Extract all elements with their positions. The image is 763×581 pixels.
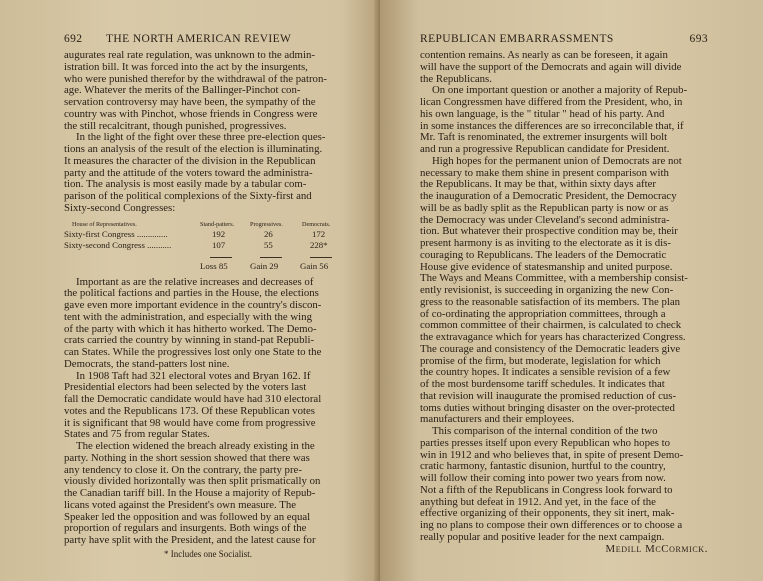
left-paragraphs-bottom: [64, 277, 352, 547]
text-line: tion. The analysis is most easily made by a tabular com-: [64, 179, 307, 191]
text-line: lican Congressmen have differed from the President, who, in: [420, 97, 683, 108]
text-line: crats carried the country by winning in stand-pat Republi-: [64, 335, 315, 347]
text-line: party and the attitude of the voters toward the administra-: [64, 167, 313, 179]
table-total: Gain 56: [300, 260, 329, 271]
table-row-label: Sixty-second Congress ...........: [64, 239, 172, 250]
left-paragraphs-top: [64, 50, 352, 215]
text-line: party. Nothing in the short session showed that there was: [64, 452, 310, 464]
text-line: of the most burdensome tariff schedules. It indicates that: [420, 379, 665, 390]
text-line: can States. While the progressives lost only one State to the: [64, 347, 322, 358]
table-cell: 55: [264, 239, 273, 250]
left-running-head: THE NORTH AMERICAN REVIEW: [106, 33, 292, 45]
text-line: promise of the firm, but moderate, legislation for which: [420, 355, 661, 367]
table-cell: 192: [212, 228, 226, 239]
text-line: Important as are the relative increases and decreases of: [76, 276, 314, 288]
text-line: fall the Democratic candidate would have had 310 electoral: [64, 394, 322, 405]
text-line: in some instances the differences are so irreconcilable that, if: [420, 120, 684, 132]
text-line: servation controversy may have been, the sympathy of the: [64, 97, 316, 108]
text-line: viously divided horizontally was then split prismatically on: [64, 476, 321, 488]
table-rule: [310, 257, 332, 258]
text-line: States and 75 from regular States.: [64, 429, 210, 441]
text-line: proportion of regulars and insurgents. Both wings of the: [64, 523, 307, 535]
text-line: the still recalcitrant, though punished, progressives.: [64, 120, 287, 132]
text-line: In 1908 Taft had 321 electoral votes and Bryan 162. If: [76, 370, 311, 382]
table-cell: 26: [264, 228, 273, 239]
footnote: * Includes one Socialist.: [164, 548, 252, 559]
left-page-header: [64, 34, 352, 50]
text-line: the political factions and parties in the House, the elections: [64, 288, 319, 300]
text-line: parison of the political complexions of the Sixty-first and: [64, 191, 312, 202]
text-line: gave even more important evidence in the country's discon-: [64, 300, 322, 311]
congress-table: [64, 219, 352, 275]
text-line: common committee of their chairmen, is calculated to check: [420, 320, 682, 332]
text-line: On one important question or another a majority of Repub-: [432, 85, 688, 97]
table-total: Loss 85: [200, 260, 228, 271]
right-text-block: [420, 34, 708, 555]
table-rule: [210, 257, 232, 258]
table-header-progressives: Progressives.: [250, 220, 283, 228]
table-cell: 228*: [310, 239, 328, 250]
text-line: licans voted against the President's own measure. The: [64, 499, 297, 511]
text-line: tent with the administration, and especially with the wing: [64, 311, 312, 323]
text-line: In the light of the fight over these three pre-election ques-: [76, 132, 326, 144]
text-line: istration bill. It was forced into the act by the insurgents,: [64, 61, 308, 73]
text-line: of co-ordinating the appropriation committees, through a: [420, 308, 666, 320]
table-cell: 107: [212, 239, 226, 250]
text-line: toms duties without bringing disaster on the over-protected: [420, 402, 675, 414]
text-line: It measures the character of the division in the Republican: [64, 155, 316, 167]
text-line: House give evidence of statesmanship and united purpose.: [420, 261, 673, 273]
text-line: contention remains. As nearly as can be foreseen, it again: [420, 50, 668, 61]
text-line: votes and the Republicans 173. Of these Republican votes: [64, 405, 315, 417]
text-line: and run a progressive Republican candidate for President.: [420, 144, 670, 155]
left-text-block: [64, 34, 352, 561]
text-line: of the party with which it has hitherto worked. The Demo-: [64, 323, 317, 335]
right-page-header: [420, 34, 708, 50]
text-line: The Ways and Means Committee, with a membership consist-: [420, 273, 688, 285]
text-line: The courage and consistency of the Democratic leaders give: [420, 343, 681, 355]
text-line: the Democracy was under Cleveland's second administra-: [420, 214, 670, 226]
text-line: age. Whatever the merits of the Ballinger-Pinchot con-: [64, 85, 301, 97]
text-line: the Republicans. It may be that, within sixty days after: [420, 179, 656, 191]
text-line: win in 1912 and who believes that, in spite of present Demo-: [420, 449, 684, 461]
text-line: tions an analysis of the result of the election is illuminating.: [64, 144, 323, 155]
table-header-house: House of Representatives.: [72, 220, 137, 228]
text-line: tion. But whatever their prospective condition may be, their: [420, 226, 678, 238]
text-line: effective organizing of their opponents, they sit inert, mak-: [420, 508, 675, 520]
text-line: parties presses itself upon every Republican who hopes to: [420, 437, 671, 449]
text-line: ently revisionist, is succeeding in organizing the new Con-: [420, 285, 674, 296]
right-paragraphs: [420, 50, 708, 544]
text-line: the Canadian tariff bill. In the House a majority of Repub-: [64, 488, 316, 499]
text-line: it is significant that 98 would have come from progressive: [64, 417, 316, 429]
table-cell: 172: [312, 228, 326, 239]
text-line: necessary to make them shine in present comparison with: [420, 167, 669, 179]
left-page: [0, 0, 380, 581]
text-line: ing no plans to compose their own differences or to choose a: [420, 520, 683, 531]
text-line: Not a fifth of the Republicans in Congress look forward to: [420, 484, 673, 496]
text-line: augurates real rate regulation, was unknown to the admin-: [64, 50, 315, 61]
text-line: the country hopes. It indicates a sensible revision of a few: [420, 367, 671, 379]
right-running-head: REPUBLICAN EMBARRASSMENTS: [420, 33, 614, 45]
text-line: will have the support of the Democrats and again will divide: [420, 61, 682, 73]
table-header-democrats: Democrats.: [302, 220, 331, 228]
text-line: who were punished therefor by the withdrawal of the patron-: [64, 73, 327, 85]
text-line: Democrats, the stand-patters lost nine.: [64, 358, 230, 370]
text-line: his own language, is the " titular " head of his party. And: [420, 108, 665, 120]
text-line: Presidential electors had been selected by the voters last: [64, 382, 307, 394]
right-page: [380, 0, 763, 581]
text-line: High hopes for the permanent union of Democrats are not: [432, 155, 682, 167]
text-line: Sixty-second Congresses:: [64, 202, 176, 214]
text-line: The election widened the breach already existing in the: [76, 441, 315, 452]
text-line: present harmony is as inviting to the electorate as it is dis-: [420, 238, 671, 249]
text-line: country was with Pinchot, whose friends in Congress were: [64, 108, 318, 120]
text-line: any tendency to close it. On the contrary, the party pre-: [64, 464, 302, 476]
text-line: will be as badly split as the Republican party is now or as: [420, 202, 669, 214]
left-page-number: 692: [64, 33, 83, 45]
text-line: the inauguration of a Democratic President, the Democracy: [420, 191, 677, 202]
text-line: anything but defeat in 1912. And yet, in the face of the: [420, 496, 656, 508]
text-line: really popular and positive leader for the next campaign.: [420, 531, 665, 543]
text-line: cratic harmony, fantastic disunion, hurtful to the country,: [420, 461, 666, 473]
text-line: gress to the reasonable satisfaction of its members. The plan: [420, 296, 681, 308]
table-total: Gain 29: [250, 260, 279, 271]
text-line: the extravagance which for years has characterized Congress.: [420, 332, 686, 343]
table-row-label: Sixty-first Congress ..............: [64, 228, 168, 239]
author-signature: Medill McCormick.: [605, 542, 708, 555]
text-line: that revision will inaugurate the promised reduction of cus-: [420, 390, 677, 402]
text-line: Mr. Taft is renominated, the extremer insurgents will bolt: [420, 132, 668, 144]
text-line: manufacturers and their employees.: [420, 414, 575, 426]
table-header-stand-patters: Stand-patters.: [200, 220, 235, 228]
text-line: This comparison of the internal condition of the two: [432, 426, 658, 437]
text-line: Speaker led the opposition and was followed by an equal: [64, 511, 311, 523]
table-rule: [260, 257, 282, 258]
text-line: couraging to Republicans. The leaders of the Democratic: [420, 249, 667, 261]
text-line: will follow their coming into power two years from now.: [420, 473, 666, 484]
right-page-number: 693: [689, 33, 708, 45]
text-line: the Republicans.: [420, 73, 492, 85]
text-line: party have split with the President, and the latest cause for: [64, 535, 316, 546]
